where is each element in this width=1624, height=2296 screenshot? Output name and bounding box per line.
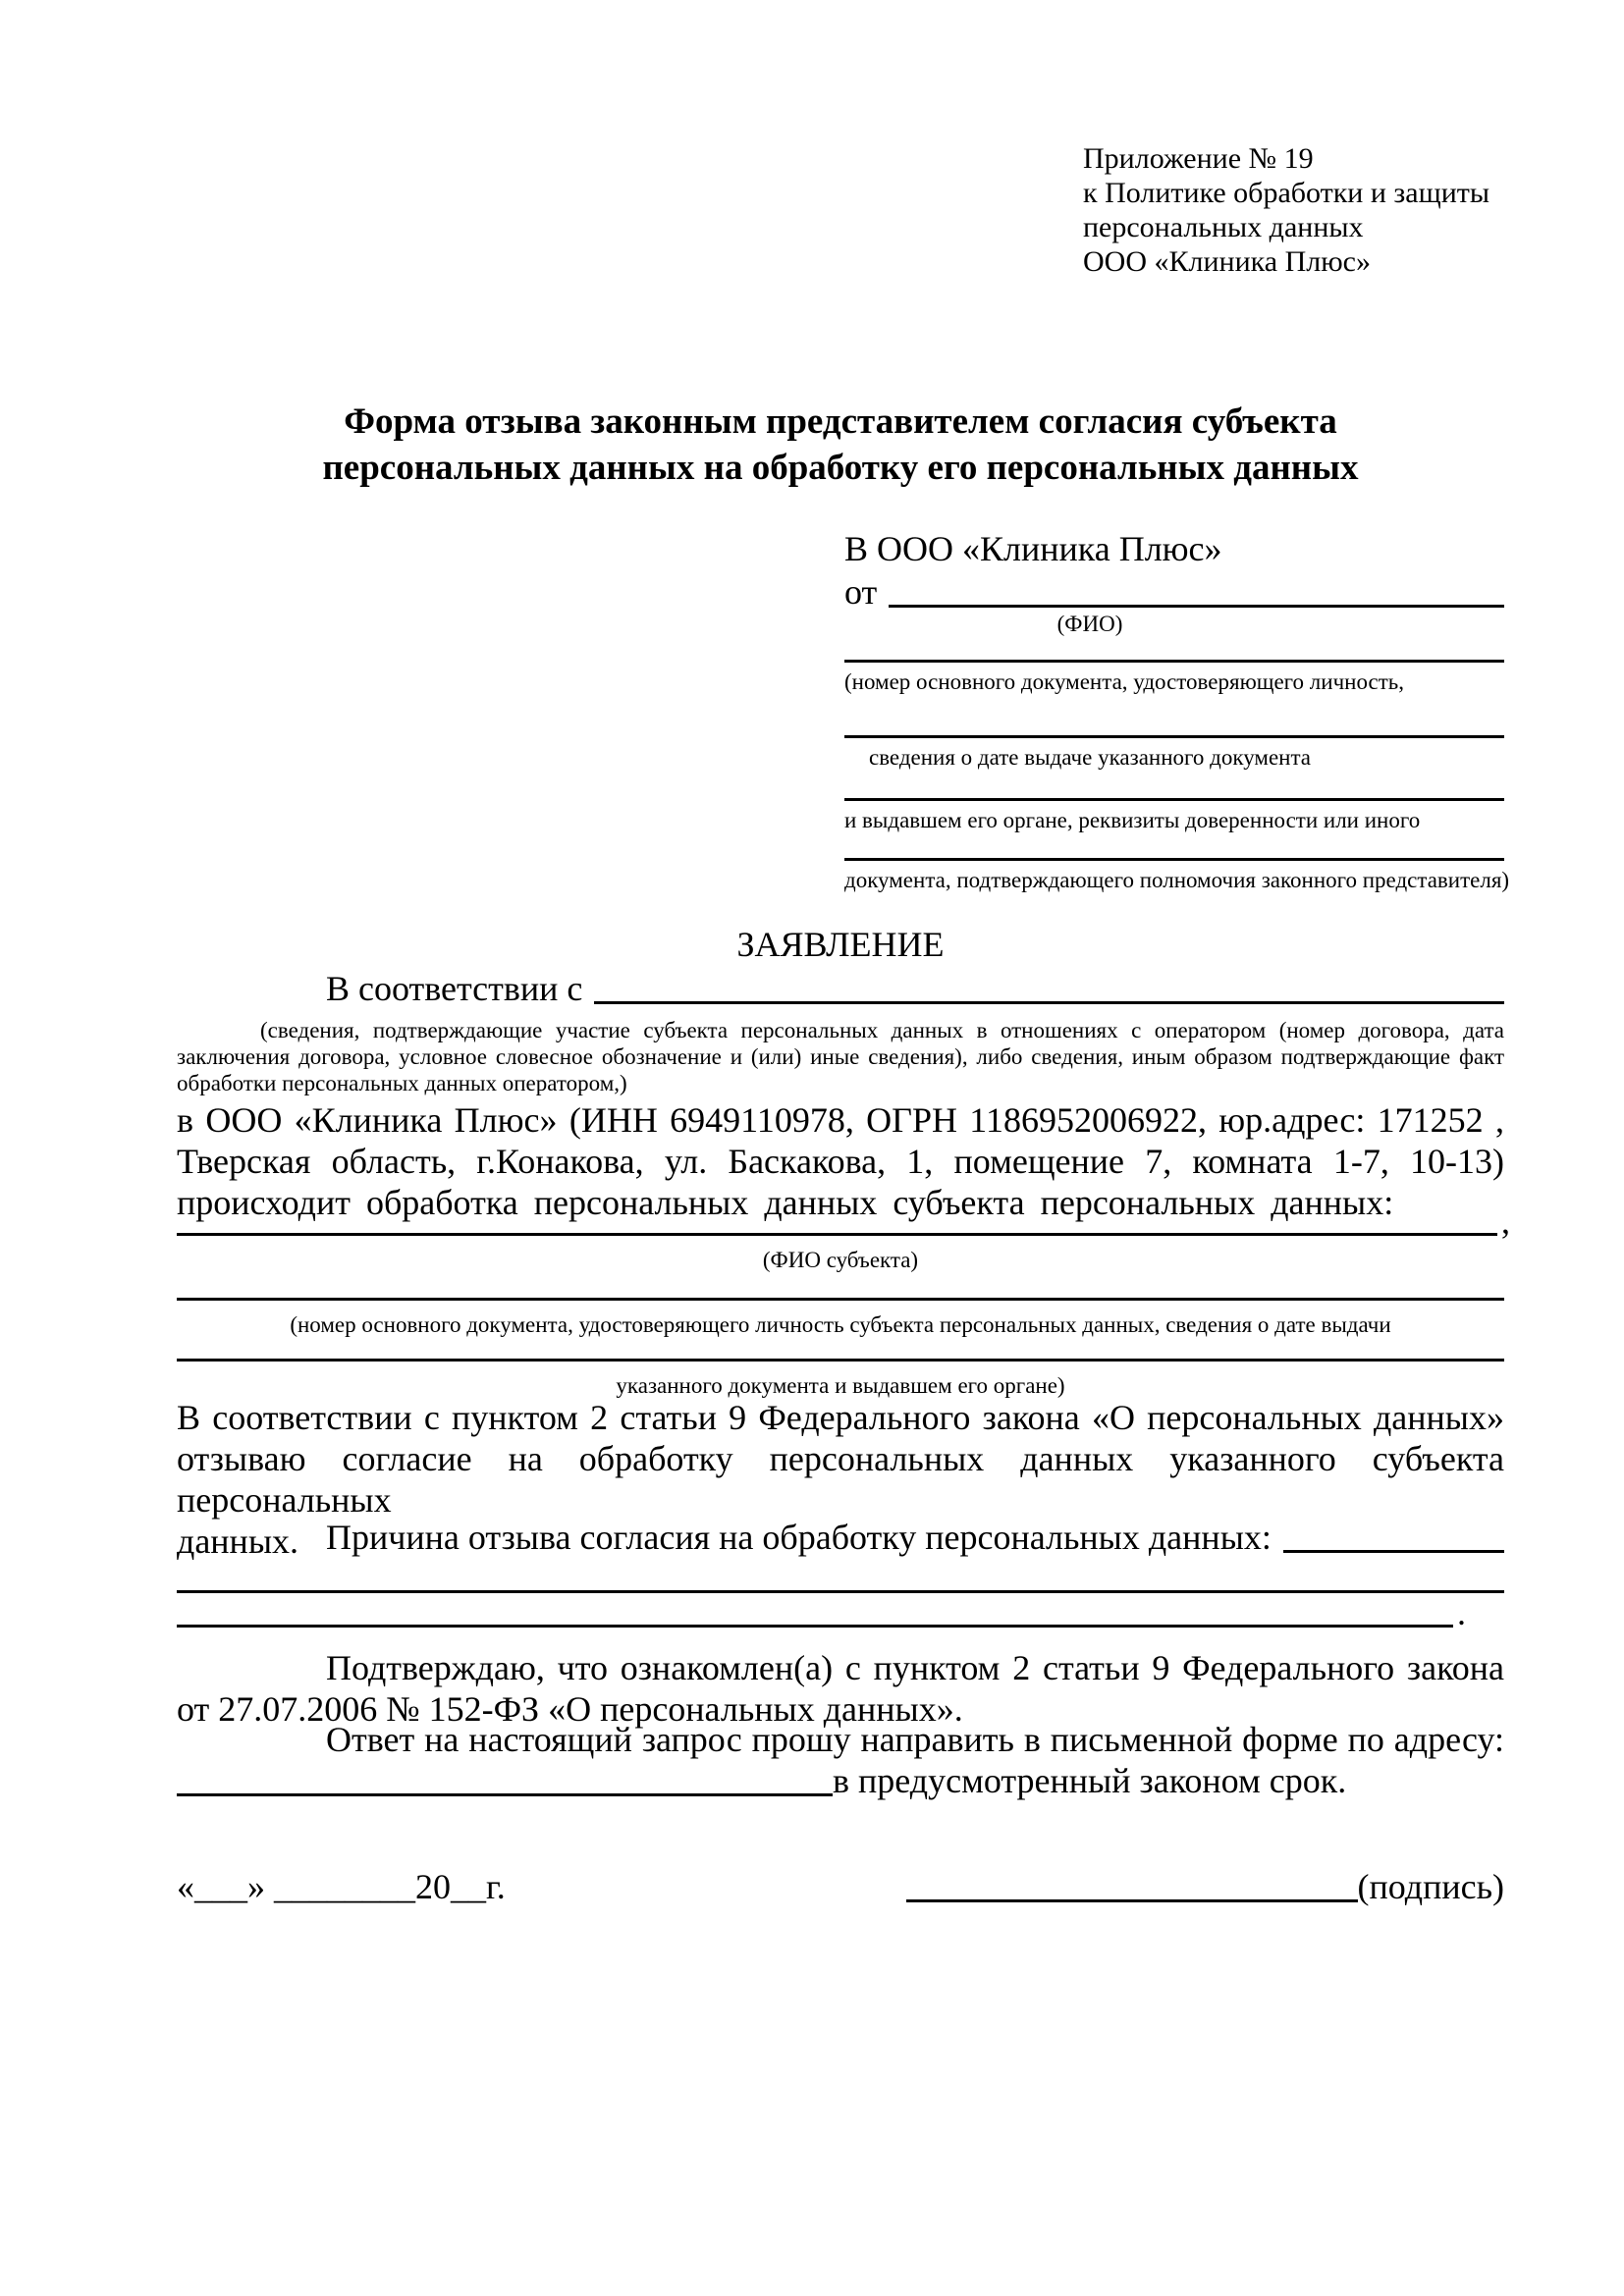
fio-fill-line <box>889 578 1504 608</box>
addressee-from-row <box>844 571 1504 613</box>
reply-request-line: Ответ на настоящий запрос прошу направить в письменной форме по адресу: <box>326 1720 1504 1759</box>
signature-row <box>177 1866 1504 1907</box>
id-doc-fill-line <box>844 660 1504 663</box>
date-blank: «___» ________20__г. <box>177 1867 506 1906</box>
withdrawal-paragraph-line: данных. <box>177 1522 299 1561</box>
caption-subject-doc-1: (номер основного документа, удостоверяющего личность субъекта персональных данных, сведения о дате выдачи <box>290 1312 1391 1337</box>
operator-paragraph-line: Тверская область, г.Конакова, ул. Баскакова, 1, помещение 7, комната 1-7, 10-13) <box>177 1142 1504 1181</box>
confirmation-paragraph-line: Подтверждаю, что ознакомлен(а) с пунктом 2 статьи 9 Федерального закона <box>326 1648 1504 1687</box>
withdrawal-paragraph-line: отзываю согласие на обработку персональных данных указанного субъекта персональных <box>177 1439 1504 1520</box>
subject-fio-fill-line <box>177 1206 1497 1236</box>
intro-row <box>177 968 1504 1009</box>
caption-id-doc-2: сведения о дате выдаче указанного документа <box>868 745 1312 770</box>
operator-paragraph-line: происходит обработка персональных данных субъекта персональных данных: <box>177 1183 1394 1222</box>
reply-address-fill-line <box>177 1767 833 1796</box>
subject-doc-fill-line <box>177 1298 1504 1301</box>
reason-fill-row-3 <box>177 1592 1504 1632</box>
intro-caption <box>177 1017 1504 1096</box>
appendix-note <box>1083 141 1489 279</box>
caption-id-doc-4: документа, подтверждающего полномочия законного представителя) <box>844 868 1510 892</box>
basis-fill-line <box>594 975 1504 1004</box>
signature-group <box>906 1866 1504 1907</box>
appendix-note-line: персональных данных <box>1083 211 1364 243</box>
appendix-note-line: к Политике обработки и защиты <box>1083 177 1490 209</box>
intro-caption-line: (сведения, подтверждающие участие субъекта персональных данных в отношениях с оператором (номер договора, дата <box>260 1018 1504 1042</box>
reason-row <box>177 1517 1504 1558</box>
issuer-fill-line <box>844 798 1504 801</box>
intro-caption-line: заключения договора, условное словесное обозначение и (или) иные сведения), либо сведения, иным образом подтверждающие факт <box>177 1044 1504 1069</box>
intro-caption-line: обработки персональных данных оператором,) <box>177 1071 627 1095</box>
addressee-to: В ООО «Клиника Плюс» <box>844 529 1222 568</box>
trailing-comma: , <box>1501 1201 1510 1241</box>
authority-doc-fill-line <box>844 858 1504 861</box>
reply-address-row <box>177 1760 1504 1801</box>
caption-id-doc-3: и выдавшем его органе, реквизиты доверенности или иного <box>844 808 1421 832</box>
addressee-from-label: от <box>844 572 878 612</box>
reason-label: Причина отзыва согласия на обработку персональных данных: <box>326 1518 1272 1557</box>
caption-subject-doc-2: указанного документа и выдавшем его органе) <box>616 1373 1065 1398</box>
withdrawal-paragraph-line: В соответствии с пунктом 2 статьи 9 Федерального закона «О персональных данных» <box>177 1398 1504 1437</box>
trailing-period: . <box>1457 1593 1466 1632</box>
caption-subject-fio: (ФИО субъекта) <box>762 1248 919 1272</box>
caption-id-doc-1: (номер основного документа, удостоверяющего личность, <box>844 669 1405 694</box>
document-title <box>177 399 1504 491</box>
confirmation-paragraph-line: от 27.07.2006 № 152-ФЗ «О персональных данных». <box>177 1689 963 1729</box>
reply-request-tail: в предусмотренный законом срок. <box>833 1761 1347 1800</box>
signature-fill-line <box>906 1873 1358 1902</box>
subject-issuer-fill-line <box>177 1359 1504 1362</box>
appendix-note-line: Приложение № 19 <box>1083 142 1314 175</box>
operator-paragraph-line: в ООО «Клиника Плюс» (ИНН 6949110978, ОГРН 1186952006922, юр.адрес: 171252 , <box>177 1100 1504 1140</box>
signature-caption: (подпись) <box>1357 1867 1504 1906</box>
document-title-line: персональных данных на обработку его персональных данных <box>322 448 1359 488</box>
document-title-line: Форма отзыва законным представителем согласия субъекта <box>344 401 1337 442</box>
issue-date-fill-line <box>844 735 1504 738</box>
reason-fill-line <box>1283 1523 1504 1553</box>
appendix-note-line: ООО «Клиника Плюс» <box>1083 245 1371 278</box>
caption-fio: (ФИО) <box>1056 612 1123 636</box>
statement-heading: ЗАЯВЛЕНИЕ <box>736 925 945 964</box>
reason-fill-line-3 <box>177 1598 1453 1628</box>
intro-label: В соответствии с <box>326 969 583 1008</box>
confirmation-paragraph <box>177 1647 1504 1730</box>
subject-fio-row <box>177 1201 1510 1241</box>
